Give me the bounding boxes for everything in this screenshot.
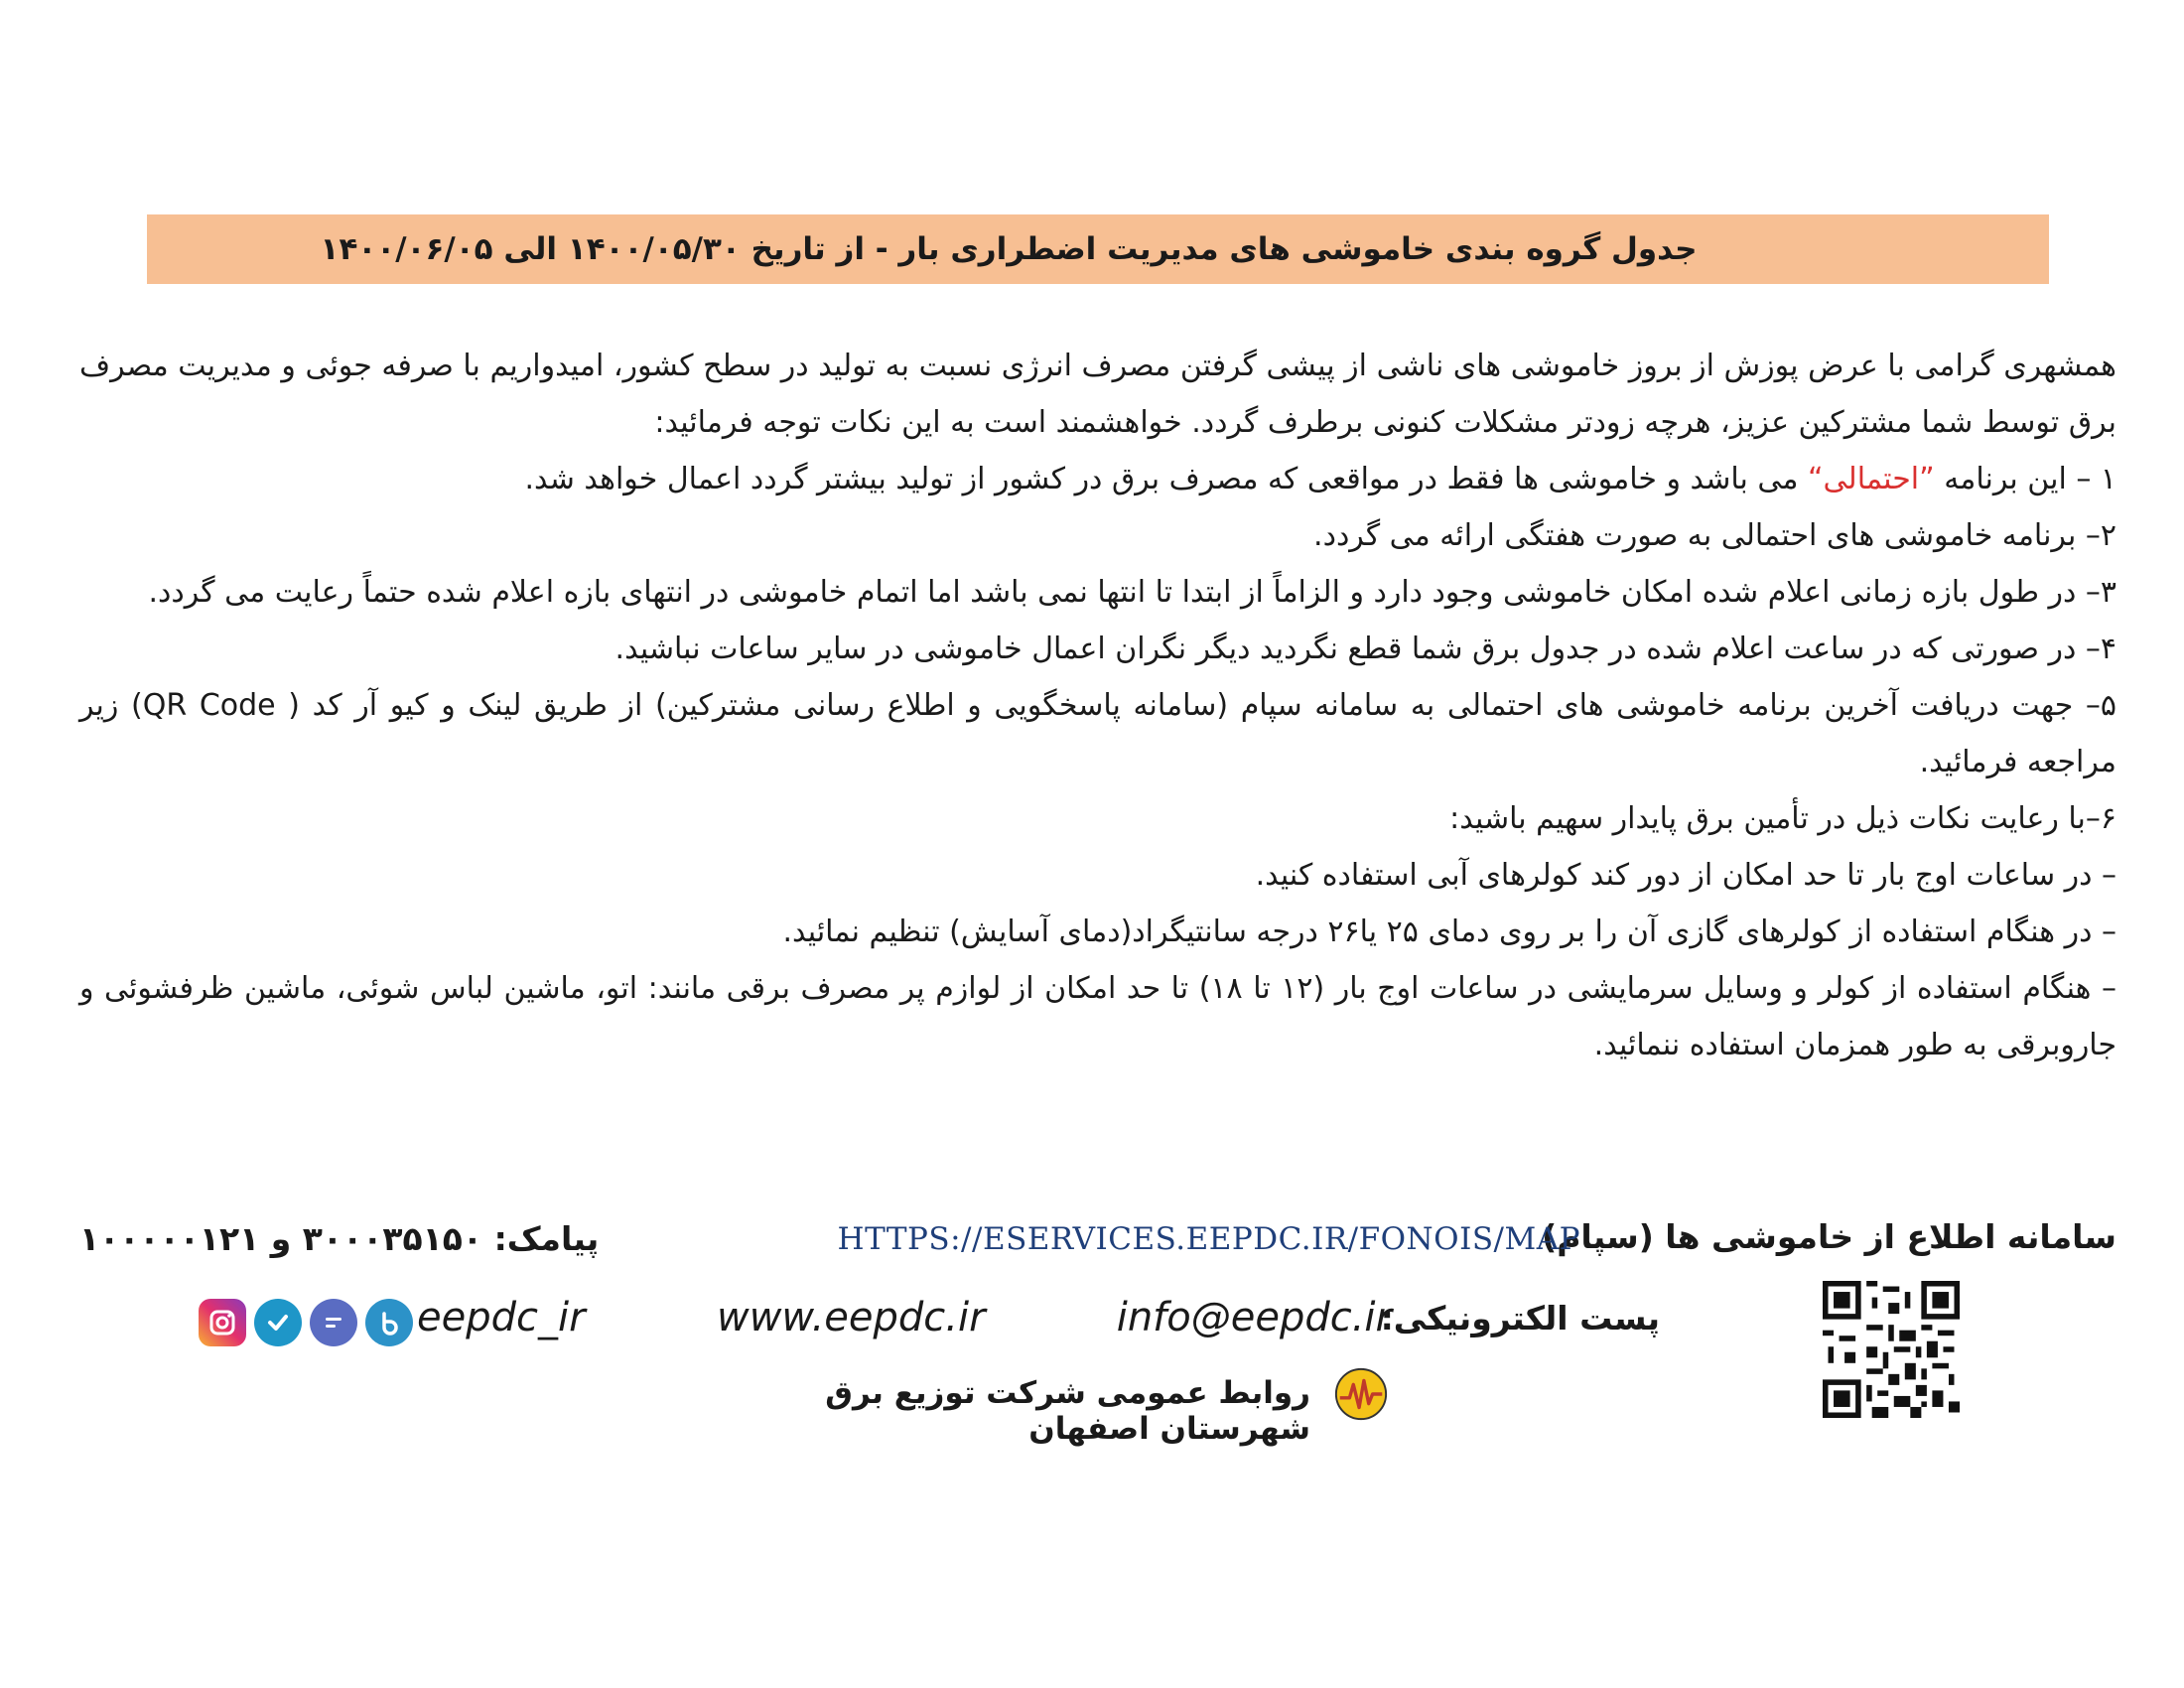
footer-text: روابط عمومی شرکت توزیع برق شهرستان اصفهان [825, 1375, 1310, 1447]
item-5: ۵– جهت دریافت آخرین برنامه خاموشی های احتمالی به سامانه سپام (سامانه پاسخگویی و اطلاع رسانی مشترکین) از طریق لینک و کیو آر کد ( QR Code) زیر مراجعه فرمائید. [79, 688, 2116, 779]
item-1: ۱ – این برنامه ”احتمالی“ می باشد و خاموشی ها فقط در مواقعی که مصرف برق در کشور از تولید بیشتر گردد اعمال خواهد شد. [524, 462, 2116, 496]
instagram-icon[interactable] [199, 1299, 246, 1346]
tip-3: – هنگام استفاده از کولر و وسایل سرمایشی در ساعات اوج بار (۱۲ تا ۱۸) تا حد امکان از لوازم پر مصرف برقی مانند: اتو، ماشین لباس شوئی، ماشین ظرفشوئی و جاروبرقی به طور همزمان استفاده ننمائید. [79, 971, 2117, 1062]
item-3: ۳– در طول بازه زمانی اعلام شده امکان خاموشی وجود دارد و الزاماً از ابتدا تا انتها نمی باشد اما اتمام خاموشی در انتهای بازه اعلام شده حتماً رعایت می گردد. [148, 575, 2116, 610]
sms-label: پیامک: [493, 1219, 600, 1258]
item-4: ۴– در صورتی که در ساعت اعلام شده در جدول برق شما قطع نگردید دیگر نگران اعمال خاموشی در سایر ساعات نباشید. [614, 632, 2116, 666]
tip-2: – در هنگام استفاده از کولرهای گازی آن را بر روی دمای ۲۵ یا۲۶ درجه سانتیگراد(دمای آسایش) تنظیم نمائید. [782, 914, 2116, 949]
notice-body [79, 338, 2116, 1073]
tip-1: – در ساعات اوج بار تا حد امکان از دور کند کولرهای آبی استفاده کنید. [1255, 858, 2116, 893]
qr-code-icon[interactable] [1823, 1281, 1960, 1418]
item-6: ۶–با رعایت نکات ذیل در تأمین برق پایدار سهیم باشید: [1449, 801, 2116, 836]
highlight-probable: ”احتمالی“ [1808, 462, 1935, 496]
email-label: پست الکترونیکی: [1380, 1299, 1660, 1337]
eitaa-icon[interactable] [310, 1299, 357, 1346]
system-label: سامانه اطلاع از خاموشی ها (سپام) [1542, 1217, 2116, 1256]
contact-row-1 [79, 1213, 2116, 1273]
system-url-link[interactable]: HTTPS://ESERVICES.EEPDC.IR/FONOIS/MAP [837, 1221, 1580, 1257]
website-link[interactable]: www.eepdc.ir [717, 1295, 986, 1340]
item-2: ۲– برنامه خاموشی های احتمالی به صورت هفتگی ارائه می گردد. [1313, 518, 2116, 553]
company-logo-icon [1332, 1365, 1390, 1423]
twitter-icon[interactable] [254, 1299, 302, 1346]
contact-row-2 [79, 1293, 2116, 1352]
bale-icon[interactable] [365, 1299, 413, 1346]
email-link[interactable]: info@eepdc.ir [1116, 1295, 1392, 1340]
intro-paragraph: همشهری گرامی با عرض پوزش از بروز خاموشی های ناشی از پیشی گرفتن مصرف انرژی نسبت به تولید در سطح کشور، امیدواریم با صرفه جوئی و مدیریت مصرف برق توسط شما مشترکین عزیز، هرچه زودتر مشکلات کنونی برطرف گردد. خواهشمند است به این نکات توجه فرمائید: [79, 349, 2116, 440]
social-icons [199, 1299, 413, 1346]
title-banner [147, 214, 2049, 284]
footer [675, 1365, 1390, 1447]
sms-numbers: ۳۰۰۰۳۵۱۵۰ و ۱۰۰۰۰۰۱۲۱ [79, 1219, 483, 1258]
sms-info [79, 1219, 599, 1258]
banner-title: جدول گروه بندی خاموشی های مدیریت اضطراری بار - از تاریخ ۱۴۰۰/۰۵/۳۰ الی ۱۴۰۰/۰۶/۰۵ [320, 231, 1698, 267]
social-handle[interactable]: eepdc_ir [417, 1295, 586, 1340]
